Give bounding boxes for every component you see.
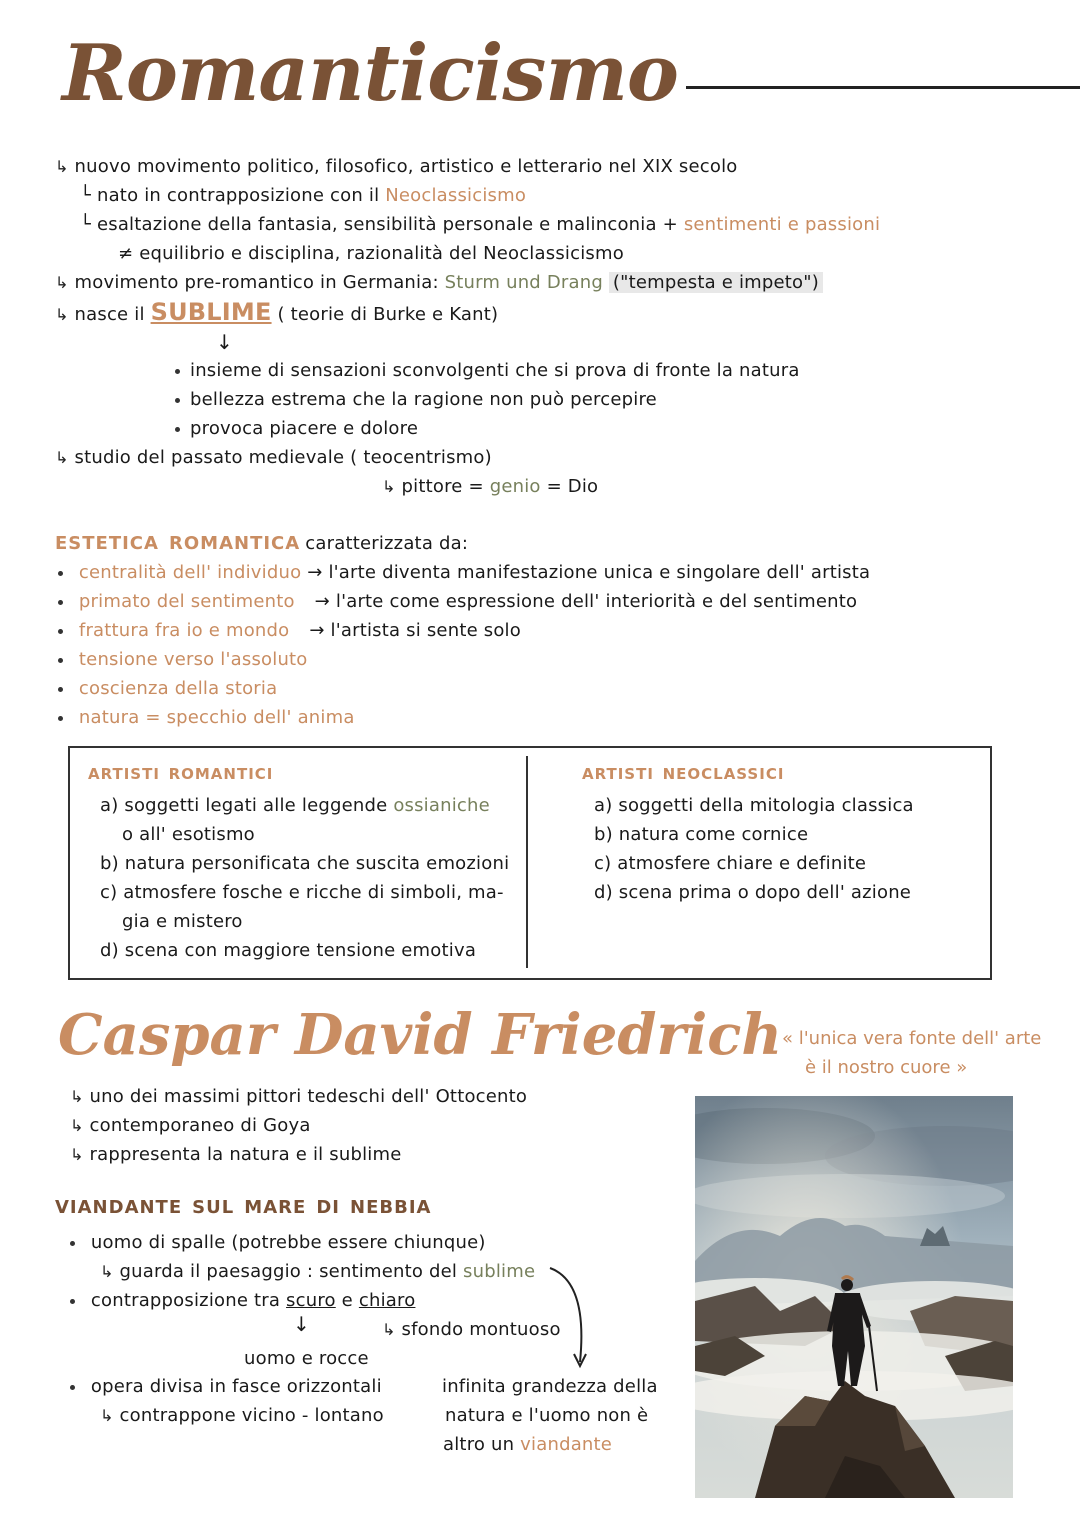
viandante-right: infinita grandezza della [442, 1376, 658, 1397]
down-arrow-icon: ↓ [293, 1312, 310, 1336]
neoclassici-heading: artisti neoclassici [582, 760, 785, 785]
viandante-line: uomo di spalle (potrebbe essere chiunque) [70, 1232, 486, 1253]
bullet-icon [58, 571, 63, 576]
wanderer-painting [695, 1096, 1013, 1498]
viandante-right: altro un viandante [443, 1434, 613, 1455]
hook-arrow-icon: ↳ [55, 448, 69, 467]
intro-line-1: ↳ nuovo movimento politico, filosofico, artistico e letterario nel XIX secolo [55, 156, 738, 177]
viandante-heading: viandante sul mare di nebbia [55, 1190, 432, 1220]
sfondo-line: ↳ sfondo montuoso [382, 1319, 561, 1340]
intro-line-2: └ nato in contrapposizione con il Neoclassicismo [80, 185, 527, 206]
arrow-icon: → [307, 562, 323, 583]
viandante-right: natura e l'uomo non è [445, 1405, 649, 1426]
hook-arrow-icon: ↳ [55, 305, 69, 324]
studio-line: ↳ studio del passato medievale ( teocentrismo) [55, 447, 492, 468]
viandante-line: opera divisa in fasce orizzontali [70, 1376, 382, 1397]
sublime-point-3: provoca piacere e dolore [175, 418, 418, 439]
estetica-item: natura = specchio dell' anima [58, 707, 355, 728]
romantici-item: b) natura personificata che suscita emozioni [100, 853, 510, 874]
comparison-divider [526, 756, 528, 968]
pittore-line: ↳ pittore = genio = Dio [382, 476, 599, 497]
hook-arrow-icon: ↳ [55, 157, 69, 176]
friedrich-fact: ↳ contemporaneo di Goya [70, 1115, 311, 1136]
hook-arrow-icon: ↳ [55, 273, 69, 292]
neoclassici-item: a) soggetti della mitologia classica [594, 795, 914, 816]
intro-line-3: └ esaltazione della fantasia, sensibilità personale e malinconia + sentimenti e passioni [80, 214, 881, 235]
romantici-item: gia e mistero [122, 911, 243, 932]
hook-arrow-icon: ↳ [70, 1145, 84, 1164]
corner-icon: └ [80, 214, 92, 235]
page-title: Romanticismo [62, 28, 678, 119]
estetica-item: frattura fra io e mondo → l'artista si sente solo [58, 620, 521, 641]
estetica-heading: estetica romantica caratterizzata da: [55, 526, 469, 556]
neoclassici-item: b) natura come cornice [594, 824, 809, 845]
hook-arrow-icon: ↳ [70, 1087, 84, 1106]
down-arrow-icon: ↓ [216, 330, 233, 354]
bullet-icon [58, 716, 63, 721]
hook-arrow-icon: ↳ [100, 1262, 114, 1281]
friedrich-quote-line2: è il nostro cuore » [805, 1057, 968, 1078]
estetica-item: primato del sentimento → l'arte come espressione dell' interiorità e del sentimento [58, 591, 857, 612]
curved-arrow-icon [540, 1262, 600, 1374]
hook-arrow-icon: ↳ [382, 477, 396, 496]
bullet-icon [70, 1241, 75, 1246]
arrow-icon: → [314, 591, 330, 612]
romantici-item: d) scena con maggiore tensione emotiva [100, 940, 477, 961]
bullet-icon [175, 427, 180, 432]
arrow-icon: → [309, 620, 325, 641]
romantici-item: c) atmosfere fosche e ricche di simboli, ma- [100, 882, 504, 903]
neoclassici-item: c) atmosfere chiare e definite [594, 853, 867, 874]
intro-line-6: ↳ nasce il SUBLIME ( teorie di Burke e Kant) [55, 298, 499, 326]
bullet-icon [70, 1299, 75, 1304]
sublime-point-2: bellezza estrema che la ragione non può percepire [175, 389, 657, 410]
hook-arrow-icon: ↳ [100, 1406, 114, 1425]
corner-icon: └ [80, 185, 92, 206]
title-rule [686, 86, 1080, 89]
neoclassici-item: d) scena prima o dopo dell' azione [594, 882, 912, 903]
bullet-icon [70, 1385, 75, 1390]
bullet-icon [58, 658, 63, 663]
intro-line-4: ≠ equilibrio e disciplina, razionalità del Neoclassicismo [118, 243, 624, 264]
romantici-heading: artisti romantici [88, 760, 274, 785]
intro-line-5: ↳ movimento pre-romantico in Germania: Sturm und Drang ("tempesta e impeto") [55, 272, 823, 293]
hook-arrow-icon: ↳ [70, 1116, 84, 1135]
viandante-line: ↳ guarda il paesaggio : sentimento del sublime [100, 1261, 536, 1282]
uomo-rocce: uomo e rocce [244, 1348, 369, 1369]
not-equal-icon: ≠ [118, 243, 134, 264]
friedrich-title: Caspar David Friedrich [58, 1002, 783, 1068]
bullet-icon [175, 369, 180, 374]
romantici-item: a) soggetti legati alle leggende ossianiche [100, 795, 490, 816]
estetica-item: tensione verso l'assoluto [58, 649, 308, 670]
hook-arrow-icon: ↳ [382, 1320, 396, 1339]
sublime-point-1: insieme di sensazioni sconvolgenti che si prova di fronte la natura [175, 360, 800, 381]
friedrich-fact: ↳ uno dei massimi pittori tedeschi dell' Ottocento [70, 1086, 528, 1107]
romantici-item: o all' esotismo [122, 824, 255, 845]
estetica-item: coscienza della storia [58, 678, 277, 699]
bullet-icon [58, 600, 63, 605]
friedrich-fact: ↳ rappresenta la natura e il sublime [70, 1144, 402, 1165]
viandante-line: ↳ contrappone vicino - lontano [100, 1405, 384, 1426]
bullet-icon [175, 398, 180, 403]
estetica-item: centralità dell' individuo → l'arte diventa manifestazione unica e singolare dell' artista [58, 562, 870, 583]
bullet-icon [58, 629, 63, 634]
friedrich-quote-line1: « l'unica vera fonte dell' arte [782, 1028, 1042, 1049]
bullet-icon [58, 687, 63, 692]
viandante-line: contrapposizione tra scuro e chiaro [70, 1290, 415, 1311]
